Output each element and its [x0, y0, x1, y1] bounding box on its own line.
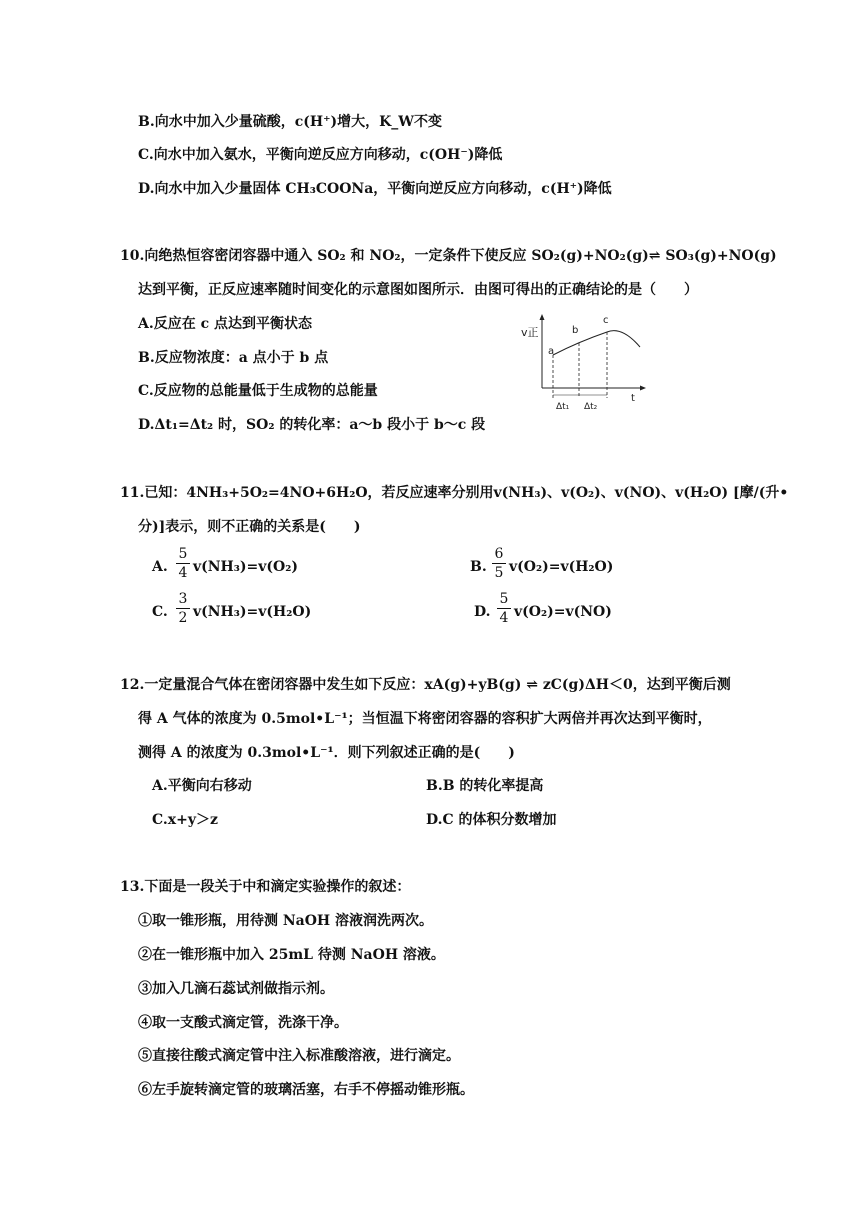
- q13-step-3: ③加入几滴石蕊试剂做指示剂。: [138, 981, 334, 997]
- fraction-numerator: 5: [178, 546, 188, 562]
- q12-stem-line3: 测得 A 的浓度为 0.3mol•L⁻¹．则下列叙述正确的是( ): [138, 745, 515, 761]
- q11-option-d-label: D.: [474, 604, 491, 620]
- fraction-bar: [497, 608, 511, 609]
- q13-stem: 13.下面是一段关于中和滴定实验操作的叙述：: [120, 879, 411, 895]
- graph-point-b: b: [572, 325, 579, 336]
- fraction-denominator: 4: [178, 565, 188, 581]
- graph-dt1-label: Δt₁: [556, 402, 570, 412]
- graph-dt2-label: Δt₂: [584, 402, 598, 412]
- graph-point-c: c: [603, 315, 609, 326]
- graph-point-a: a: [548, 346, 555, 357]
- q10-option-d: D.Δt₁=Δt₂ 时，SO₂ 的转化率：a～b 段小于 b～c 段: [138, 417, 486, 433]
- q11-option-a-expr: v(NH₃)=v(O₂): [193, 559, 298, 575]
- fraction-denominator: 2: [178, 610, 188, 626]
- q11-option-b-expr: v(O₂)=v(H₂O): [509, 559, 614, 575]
- q11-option-c-expr: v(NH₃)=v(H₂O): [193, 604, 312, 620]
- q13-step-4: ④取一支酸式滴定管，洗涤干净。: [138, 1015, 348, 1031]
- q11-option-a-fraction: [176, 546, 190, 581]
- q11-stem-line2: 分)]表示，则不正确的关系是( ): [138, 519, 361, 535]
- q9-option-b: B.向水中加入少量硫酸，c(H⁺)增大，K_W不变: [138, 114, 442, 130]
- q12-option-a: A.平衡向右移动: [152, 778, 252, 794]
- q12-stem-line2: 得 A 气体的浓度为 0.5mol•L⁻¹；当恒温下将密闭容器的容积扩大两倍并再次达到平衡时，: [138, 711, 712, 727]
- q11-option-c-fraction: [176, 591, 190, 626]
- graph-x-arrow: [640, 386, 646, 391]
- graph-y-arrow: [540, 314, 545, 320]
- fraction-denominator: 5: [494, 565, 504, 581]
- q10-option-a: A.反应在 c 点达到平衡状态: [138, 316, 313, 332]
- q10-stem-line2: 达到平衡，正反应速率随时间变化的示意图如图所示．由图可得出的正确结论的是（ ）: [138, 282, 698, 298]
- q10-option-c: C.反应物的总能量低于生成物的总能量: [138, 383, 378, 399]
- q12-option-c: C.x+y＞z: [152, 812, 218, 828]
- q11-option-b-fraction: [492, 546, 506, 581]
- fraction-denominator: 4: [499, 610, 509, 626]
- graph-rate-curve: [553, 331, 640, 355]
- q13-step-6: ⑥左手旋转滴定管的玻璃活塞，右手不停摇动锥形瓶。: [138, 1082, 474, 1098]
- fraction-numerator: 5: [499, 591, 509, 607]
- q11-option-a-label: A.: [152, 559, 168, 575]
- q11-option-c-label: C.: [152, 604, 168, 620]
- q11-option-b-label: B.: [470, 559, 487, 575]
- fraction-bar: [176, 608, 190, 609]
- q13-step-1: ①取一锥形瓶，用待测 NaOH 溶液润洗两次。: [138, 913, 434, 929]
- fraction-bar: [176, 563, 190, 564]
- q12-stem-line1: 12.一定量混合气体在密闭容器中发生如下反应：xA(g)+yB(g) ⇌ zC(g)ΔH＜0，达到平衡后测: [120, 677, 731, 693]
- q11-option-d-fraction: [497, 591, 511, 626]
- fraction-bar: [492, 563, 506, 564]
- q13-step-2: ②在一锥形瓶中加入 25mL 待测 NaOH 溶液。: [138, 947, 445, 963]
- fraction-numerator: 6: [494, 546, 504, 562]
- fraction-numerator: 3: [178, 591, 188, 607]
- rate-time-graph: [516, 312, 652, 416]
- q12-option-b: B.B 的转化率提高: [426, 778, 544, 794]
- graph-x-label: t: [631, 393, 635, 404]
- graph-y-label: v正: [521, 326, 539, 339]
- q11-option-d-expr: v(O₂)=v(NO): [514, 604, 612, 620]
- q10-option-b: B.反应物浓度：a 点小于 b 点: [138, 350, 329, 366]
- q10-stem-line1: 10.向绝热恒容密闭容器中通入 SO₂ 和 NO₂，一定条件下使反应 SO₂(g)+NO₂(g)⇌ SO₃(g)+NO(g): [120, 248, 777, 264]
- q9-option-d: D.向水中加入少量固体 CH₃COONa，平衡向逆反应方向移动，c(H⁺)降低: [138, 181, 612, 197]
- q12-option-d: D.C 的体积分数增加: [426, 812, 557, 828]
- q9-option-c: C.向水中加入氨水，平衡向逆反应方向移动，c(OH⁻)降低: [138, 147, 503, 163]
- q11-stem-line1: 11.已知：4NH₃+5O₂=4NO+6H₂O，若反应速率分别用v(NH₃)、v(O₂)、v(NO)、v(H₂O) [摩/(升•: [120, 485, 789, 501]
- q13-step-5: ⑤直接往酸式滴定管中注入标准酸溶液，进行滴定。: [138, 1048, 460, 1064]
